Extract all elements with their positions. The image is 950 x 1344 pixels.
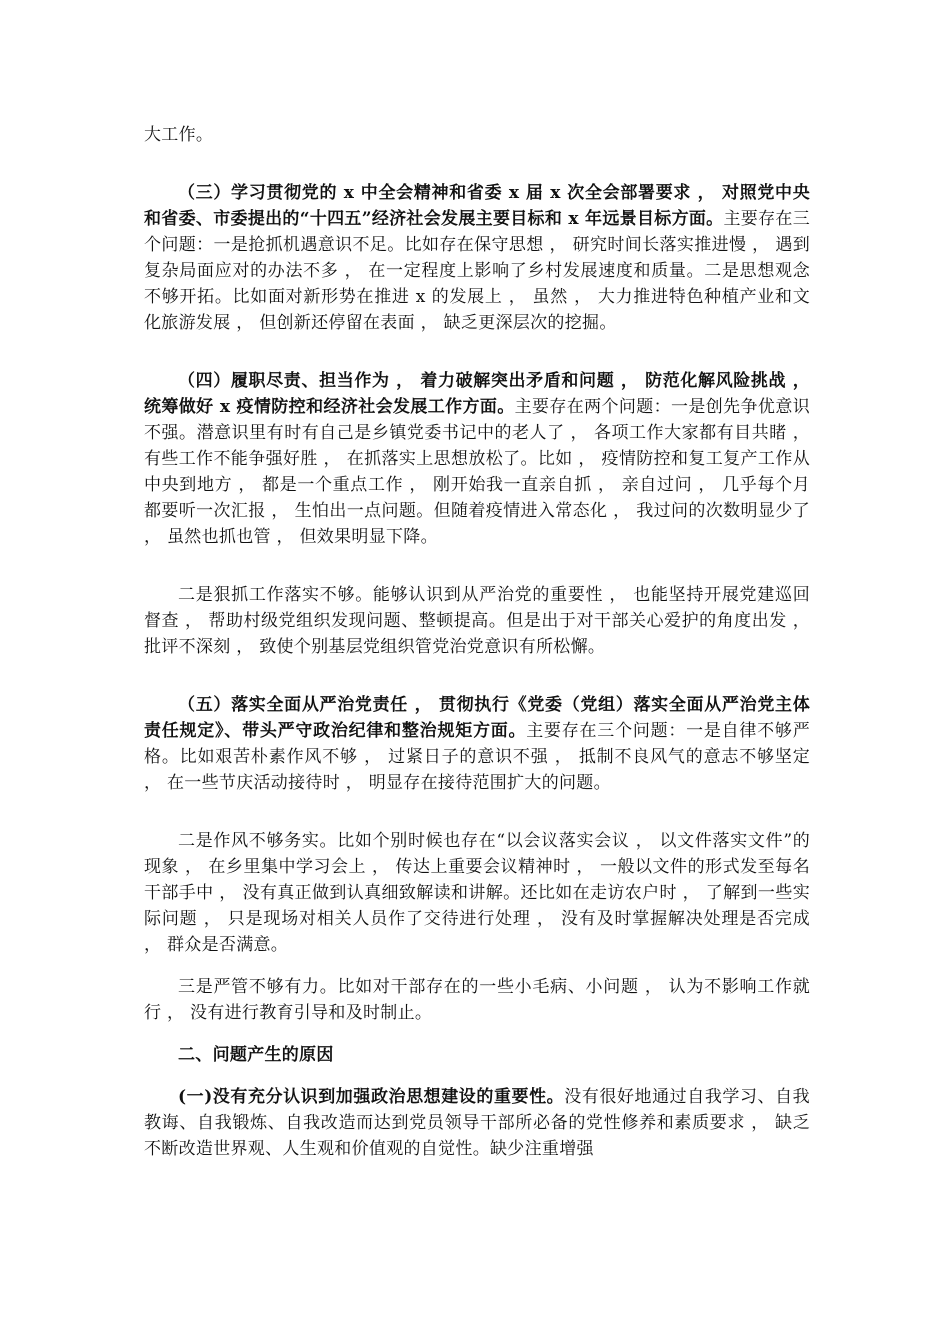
paragraph-text: 没有很好地通过自我学习、自我教诲、自我锻炼、自我改造而达到党员领导干部所必备的党性修养和素质要求 ， 缺乏不断改造世界观、人生观和价值观的自觉性。缺少注重增强: [144, 1087, 810, 1159]
paragraph-section-5: [144, 692, 810, 796]
paragraph-section-5-part-3: [144, 974, 810, 1026]
paragraph-cause-1: [144, 1084, 810, 1162]
paragraph-section-5-part-2: [144, 828, 810, 958]
paragraph-heading: （四）履职尽责、担当作为 ， 着力破解突出矛盾和问题 ， 防范化解风险挑战 ， 统筹做好 x 疫情防控和经济社会发展工作方面。: [144, 371, 810, 417]
spacer: [144, 812, 810, 828]
paragraph-section-3: [144, 180, 810, 336]
paragraph-heading: （五）落实全面从严治党责任 ， 贯彻执行《党委（党组）落实全面从严治党主体责任规定》、带头严守政治纪律和整治规矩方面。: [144, 695, 810, 741]
paragraph-text: 主要存在两个问题：一是创先争优意识不强。潜意识里有时有自己是乡镇党委书记中的老人了 ， 各项工作大家都有目共睹 ， 有些工作不能争强好胜 ， 在抓落实上思想放松了。比如 ， 疫情防控和复工复产工作从中央到地方 ， 都是一个重点工作 ， 刚开始我一直亲自抓 ， 亲自过问 ， 几乎每个月都要听一次汇报 ， 生怕出一点问题。但随着疫情进入常态化 ， 我过问的次数明显少了 ， 虽然也抓也管 ， 但效果明显下降。: [144, 397, 810, 547]
paragraph-text: 二是作风不够务实。比如个别时候也存在“以会议落实会议 ， 以文件落实文件”的现象 ， 在乡里集中学习会上 ， 传达上重要会议精神时 ， 一般以文件的形式发至每名干部手中 ， 没有真正做到认真细致解读和讲解。还比如在走访农户时 ， 了解到一些实际问题 ， 只是现场对相关人员作了交待进行处理 ， 没有及时掌握解决处理是否完成 ， 群众是否满意。: [144, 831, 810, 955]
paragraph-section-4-part-2: [144, 582, 810, 660]
paragraph-text: 大工作。: [144, 125, 214, 145]
spacer: [144, 164, 810, 180]
paragraph-heading: (一)没有充分认识到加强政治思想建设的重要性。: [178, 1087, 565, 1107]
heading-text: 二、问题产生的原因: [178, 1045, 334, 1065]
spacer: [144, 676, 810, 692]
paragraph-heading: （三）学习贯彻党的 x 中全会精神和省委 x 届 x 次全会部署要求 ， 对照党中央和省委、市委提出的“十四五”经济社会发展主要目标和 x 年远景目标方面。: [144, 183, 810, 229]
paragraph-continuation: [144, 122, 810, 148]
spacer: [144, 566, 810, 582]
paragraph-text: 主要存在三个问题：一是自律不够严格。比如艰苦朴素作风不够 ， 过紧日子的意识不强 ， 抵制不良风气的意志不够坚定 ， 在一些节庆活动接待时 ， 明显存在接待范围扩大的问题。: [144, 721, 810, 793]
paragraph-section-4: [144, 368, 810, 550]
paragraph-text: 二是狠抓工作落实不够。能够认识到从严治党的重要性 ， 也能坚持开展党建巡回督查 ， 帮助村级党组织发现问题、整顿提高。但是出于对干部关心爱护的角度出发 ， 批评不深刻 ， 致使个别基层党组织管党治党意识有所松懈。: [144, 585, 810, 657]
paragraph-text: 三是严管不够有力。比如对干部存在的一些小毛病、小问题 ， 认为不影响工作就行 ， 没有进行教育引导和及时制止。: [144, 977, 810, 1023]
section-heading-causes: [144, 1042, 810, 1068]
spacer: [144, 352, 810, 368]
paragraph-text: 主要存在三个问题：一是抢抓机遇意识不足。比如存在保守思想 ， 研究时间长落实推进慢 ， 遇到复杂局面应对的办法不多 ， 在一定程度上影响了乡村发展速度和质量。二是思想观念不够开拓。比如面对新形势在推进 x 的发展上 ， 虽然 ， 大力推进特色种植产业和文化旅游发展 ， 但创新还停留在表面 ， 缺乏更深层次的挖掘。: [144, 209, 811, 333]
document-page: [144, 122, 810, 1178]
